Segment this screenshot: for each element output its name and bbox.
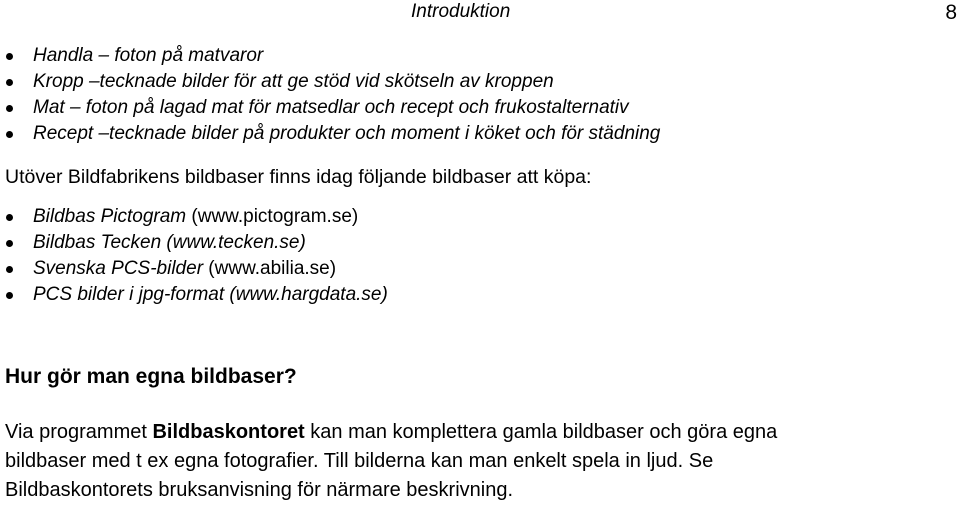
list-item-italic: Bildbas Tecken (www.tecken.se) [33,232,306,253]
bullet-icon [6,53,13,60]
list-item [0,95,660,121]
bullet-icon [6,240,13,247]
section-heading: Hur gör man egna bildbaser? [5,365,297,388]
program-name: Bildbaskontoret [152,421,305,443]
page-number: 8 [945,1,957,24]
body-line-2: bildbaser med t ex egna fotografier. Till bilderna kan man enkelt spela in ljud. Se [5,450,714,472]
header-title: Introduktion [411,1,511,22]
body-line-1 [5,418,777,447]
list-item-text: Mat – foton på lagad mat för matsedlar och recept och frukostalternativ [33,97,629,118]
list-item [0,43,660,69]
bullet-icon [6,105,13,112]
body-text: Via programmet [5,421,153,443]
list-item-url: (www.pictogram.se) [191,206,359,227]
list-item-text: Recept –tecknade bilder på produkter och moment i köket och för städning [33,123,661,144]
bullet-icon [6,214,13,221]
section-body [5,418,777,505]
image-category-list [0,43,660,147]
bullet-icon [6,266,13,273]
list-item-text: Kropp –tecknade bilder för att ge stöd vid skötseln av kroppen [33,71,554,92]
bullet-icon [6,131,13,138]
list-item [0,121,660,147]
list-item-text: Handla – foton på matvaror [33,45,264,66]
intro-paragraph: Utöver Bildfabrikens bildbaser finns idag följande bildbaser att köpa: [5,166,592,188]
list-item [0,204,388,230]
list-item-italic: Svenska PCS-bilder [33,258,209,279]
list-item [0,230,388,256]
list-item-url: (www.abilia.se) [208,258,337,279]
list-item [0,69,660,95]
list-item-italic: Bildbas Pictogram [33,206,192,227]
list-item [0,256,388,282]
bullet-icon [6,292,13,299]
list-item [0,282,388,308]
image-database-list [0,204,388,308]
body-line-3: Bildbaskontorets bruksanvisning för närmare beskrivning. [5,479,514,501]
list-item-italic: PCS bilder i jpg-format (www.hargdata.se) [33,284,388,305]
body-text: kan man komplettera gamla bildbaser och göra egna [304,421,778,443]
bullet-icon [6,79,13,86]
